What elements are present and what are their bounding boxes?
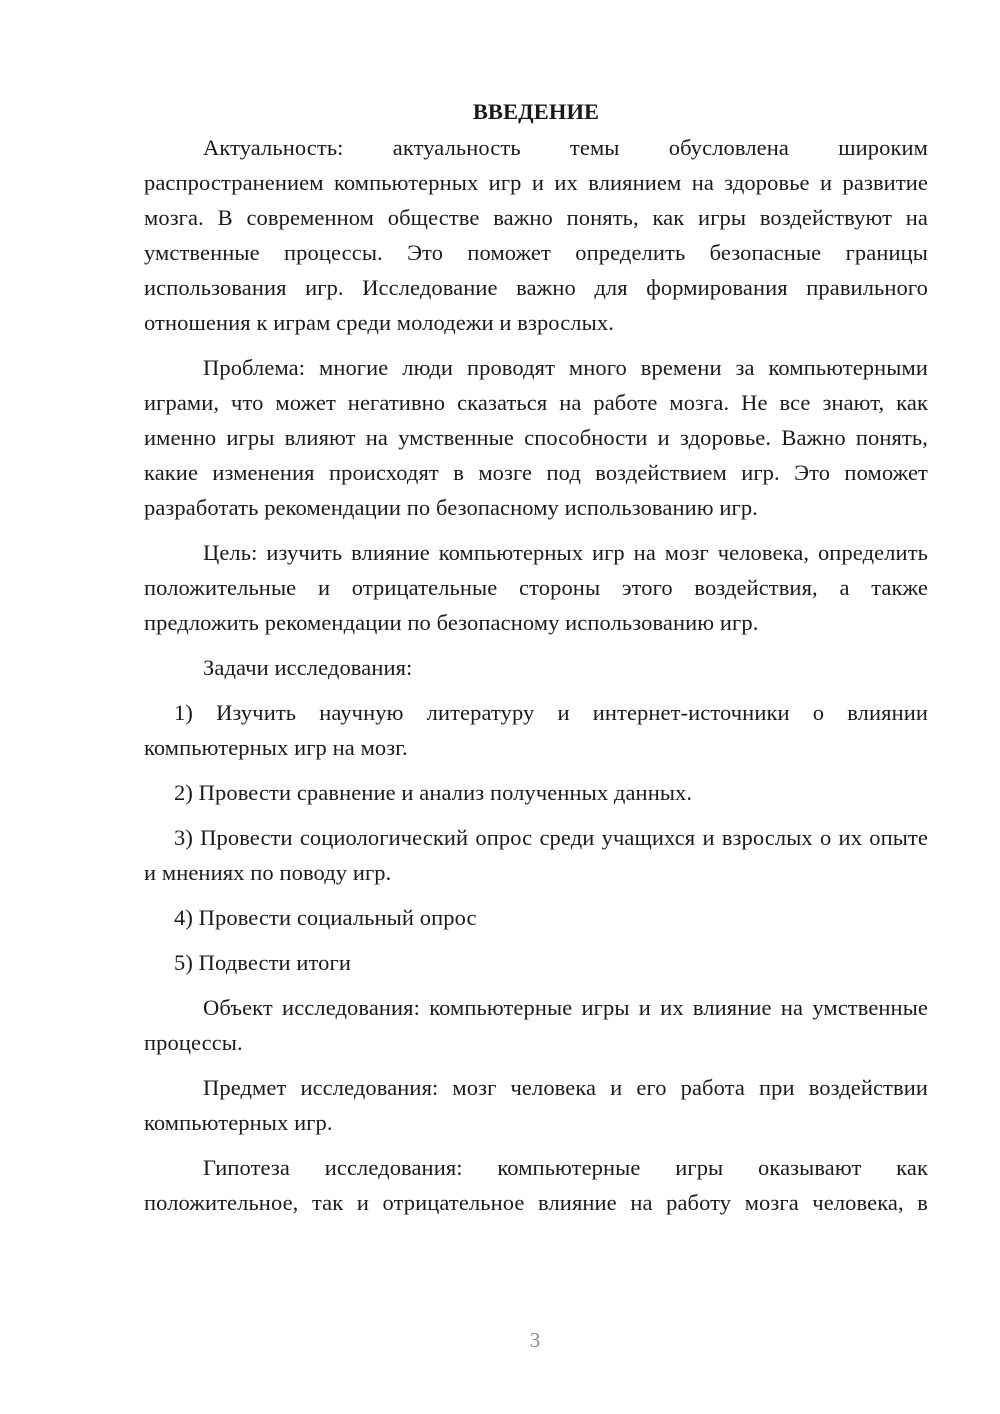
page-title: ВВЕДЕНИЕ xyxy=(472,99,600,124)
page-number: 3 xyxy=(529,1328,541,1352)
task-item-1: 1) Изучить научную литературу и интернет-источники о влиянии компьютерных игр на мозг. xyxy=(144,700,928,760)
hypothesis-paragraph: Гипотеза исследования: компьютерные игры оказывают как положительное, так и отрицательное влияние на работу мозга человека, в xyxy=(144,1155,928,1215)
task-item-3: 3) Провести социологический опрос среди учащихся и взрослых о их опыте и мнениях по поводу игр. xyxy=(144,825,928,885)
goal-paragraph: Цель: изучить влияние компьютерных игр на мозг человека, определить положительные и отрицательные стороны этого воздействия, а также предложить рекомендации по безопасному использованию игр. xyxy=(144,540,928,635)
task-item-5: 5) Подвести итоги xyxy=(174,950,351,975)
relevance-paragraph: Актуальность: актуальность темы обусловлена широким распространением компьютерных игр и их влиянием на здоровье и развитие мозга. В современном обществе важно понять, как игры воздействуют на умственные процессы. Это поможет определить безопасные границы использования игр. Исследование важно для формирования правильного отношения к играм среди молодежи и взрослых. xyxy=(144,135,928,335)
problem-paragraph: Проблема: многие люди проводят много времени за компьютерными играми, что может негативно сказаться на работе мозга. Не все знают, как именно игры влияют на умственные способности и здоровье. Важно понять, какие изменения происходят в мозге под воздействием игр. Это поможет разработать рекомендации по безопасному использованию игр. xyxy=(144,355,928,520)
object-paragraph: Объект исследования: компьютерные игры и их влияние на умственные процессы. xyxy=(144,995,928,1055)
task-item-2: 2) Провести сравнение и анализ полученных данных. xyxy=(174,780,693,805)
page-content xyxy=(144,94,928,1220)
task-item-4: 4) Провести социальный опрос xyxy=(174,905,477,930)
tasks-label: Задачи исследования: xyxy=(203,655,413,680)
subject-paragraph: Предмет исследования: мозг человека и его работа при воздействии компьютерных игр. xyxy=(144,1075,928,1135)
